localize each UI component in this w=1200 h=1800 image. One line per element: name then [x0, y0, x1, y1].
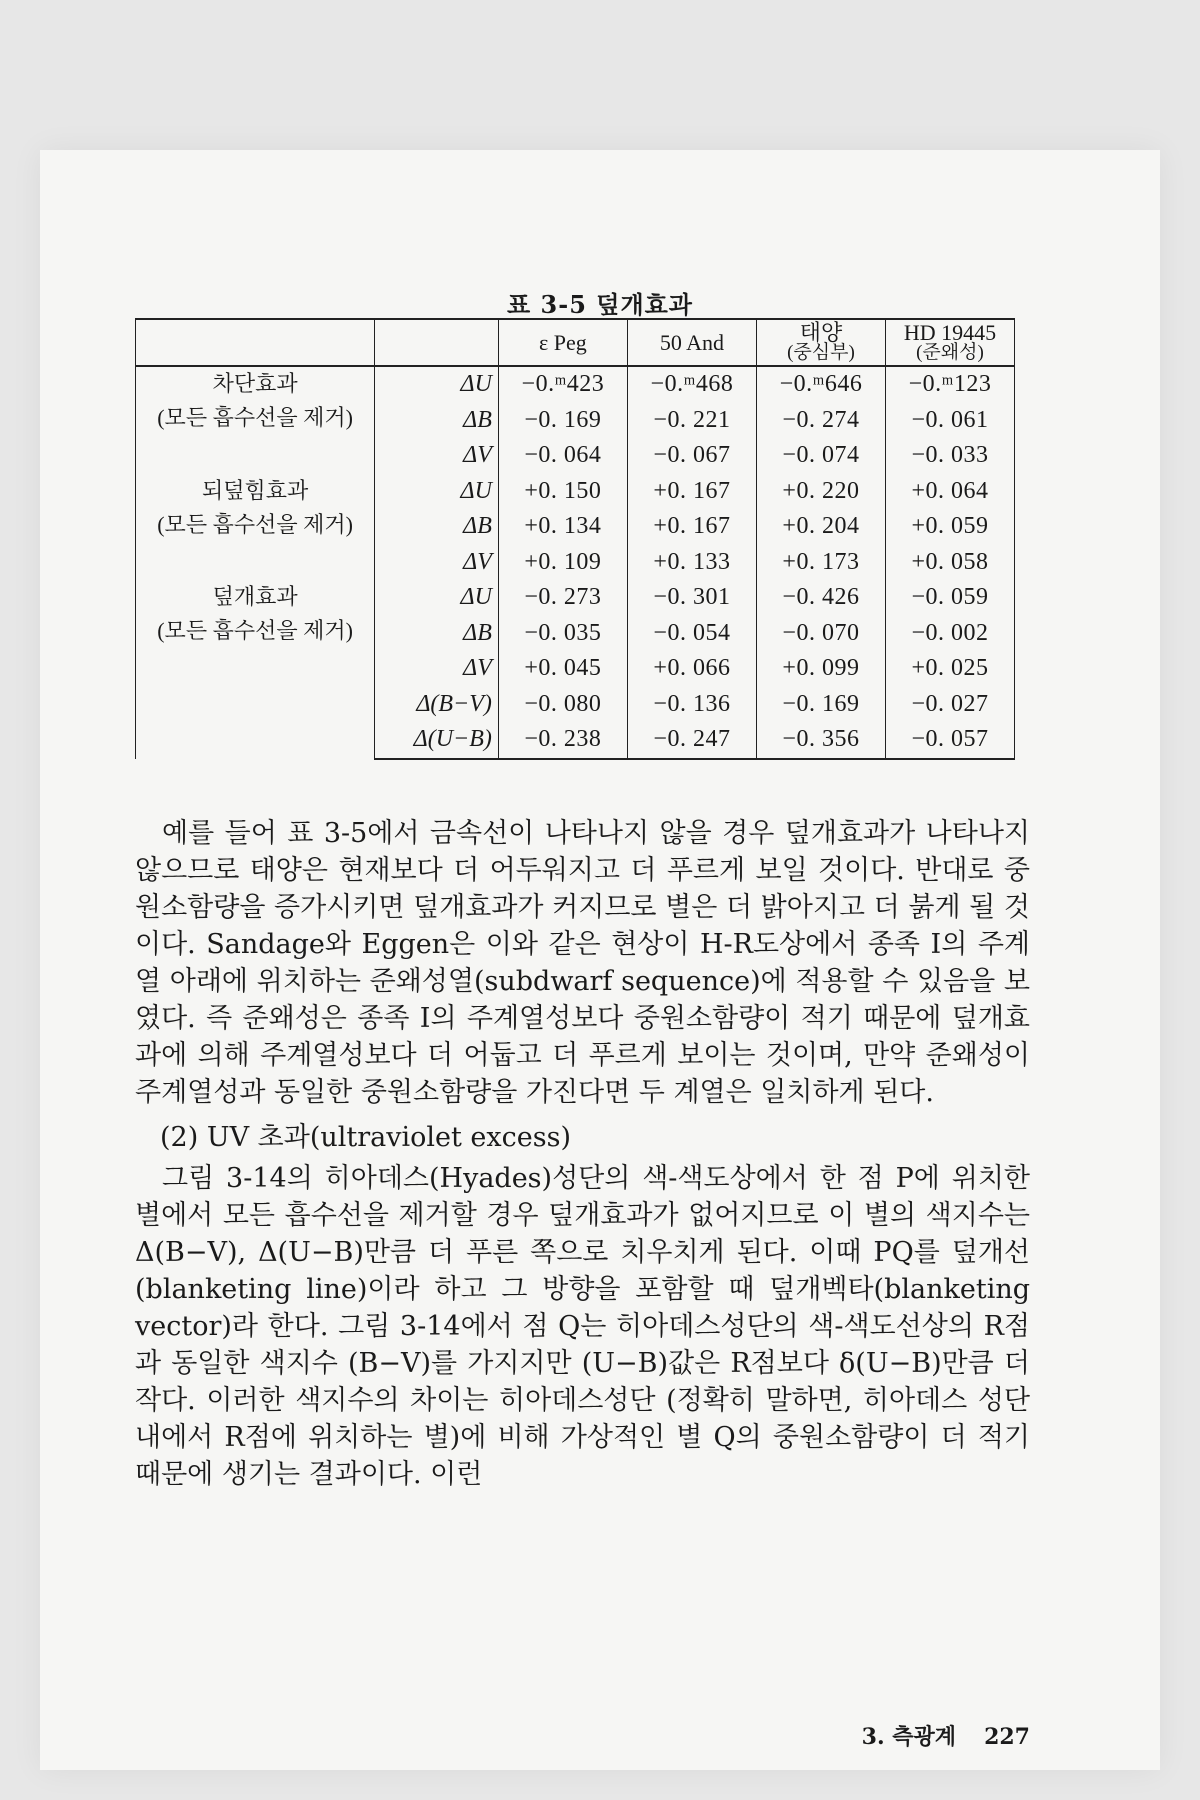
value-cell: −0.ᵐ646: [756, 366, 885, 403]
value-cell: −0. 070: [756, 616, 885, 652]
header-hd19445-name: HD 19445: [903, 319, 997, 345]
value-cell: +0. 220: [756, 474, 885, 510]
header-eps-peg: ε Peg: [498, 319, 627, 366]
band-label: ΔV: [375, 651, 499, 687]
group-note: (모든 흡수선을 제거): [157, 618, 353, 643]
value-cell: +0. 173: [756, 545, 885, 581]
section-heading: (2) UV 초과(ultraviolet excess): [160, 1122, 571, 1153]
value-cell: −0. 002: [885, 616, 1014, 652]
table-row: [136, 366, 1015, 403]
band-label: ΔB: [375, 509, 499, 545]
group-label: [136, 580, 375, 759]
group-name: 덮개효과: [212, 584, 298, 609]
band-label: ΔV: [375, 545, 499, 581]
paragraph-uv-excess: [135, 1160, 1030, 1493]
band-label: ΔB: [375, 616, 499, 652]
value-cell: +0. 167: [627, 509, 756, 545]
paragraph-1: 예를 들어 표 3-5에서 금속선이 나타나지 않을 경우 덮개효과가 나타나지 않으므로 태양은 현재보다 더 어두워지고 더 푸르게 보일 것이다. 반대로 중원소함량을 증가시키면 덮개효과가 커지므로 별은 더 밝아지고 더 붉게 될 것이다. Sandage와 Eggen은 이와 같은 현상이 H-R도상에서 종족 I의 주계열 아래에 위치하는 준왜성열(subdwarf sequence)에 적용할 수 있음을 보였다. 즉 준왜성은 종족 I의 주계열성보다 중원소함량이 적기 때문에 덮개효과에 의해 주계열성보다 더 어둡고 더 푸르게 보이는 것이며, 만약 준왜성이 주계열성과 동일한 중원소함량을 가진다면 두 계열은 일치하게 된다.: [135, 818, 1030, 1108]
value-cell: +0. 099: [756, 651, 885, 687]
band-label: Δ(U−B): [375, 722, 499, 759]
header-50-and: 50 And: [627, 319, 756, 366]
group-label: [136, 474, 375, 581]
group-note: (모든 흡수선을 제거): [157, 511, 353, 537]
table-caption: 표 3-5 덮개효과: [507, 290, 693, 319]
value-cell: +0. 025: [885, 651, 1014, 687]
blanketing-table: [135, 318, 1015, 760]
value-cell: +0. 045: [498, 651, 627, 687]
value-cell: −0. 356: [756, 722, 885, 759]
value-cell: +0. 064: [885, 474, 1014, 510]
band-label: ΔB: [375, 403, 499, 439]
band-label: ΔV: [375, 438, 499, 474]
value-cell: −0. 273: [498, 580, 627, 616]
table-row: [136, 474, 1015, 510]
value-cell: −0. 080: [498, 687, 627, 723]
chapter-label: 3. 측광계: [861, 1724, 957, 1750]
value-cell: −0. 426: [756, 580, 885, 616]
value-cell: +0. 150: [498, 474, 627, 510]
header-empty-group: [136, 319, 375, 366]
band-label: Δ(B−V): [375, 687, 499, 723]
value-cell: −0. 064: [498, 438, 627, 474]
header-sun-note: (중심부): [787, 341, 855, 363]
value-cell: +0. 134: [498, 509, 627, 545]
group-note: (모든 흡수선을 제거): [157, 405, 353, 430]
value-cell: +0. 167: [627, 474, 756, 510]
value-cell: +0. 066: [627, 651, 756, 687]
band-label: ΔU: [375, 474, 499, 510]
value-cell: −0. 221: [627, 403, 756, 439]
group-name: 차단효과: [212, 371, 298, 396]
value-cell: −0. 238: [498, 722, 627, 759]
value-cell: −0.ᵐ468: [627, 366, 756, 403]
header-sun: [756, 319, 885, 366]
header-hd19445: [885, 319, 1014, 366]
value-cell: −0. 169: [498, 403, 627, 439]
value-cell: +0. 109: [498, 545, 627, 581]
group-name: 되덮힘효과: [201, 477, 309, 503]
value-cell: −0.ᵐ123: [885, 366, 1014, 403]
page-footer: [834, 1720, 1030, 1751]
value-cell: −0.ᵐ423: [498, 366, 627, 403]
value-cell: −0. 247: [627, 722, 756, 759]
value-cell: +0. 059: [885, 509, 1014, 545]
band-label: ΔU: [375, 580, 499, 616]
value-cell: −0. 067: [627, 438, 756, 474]
value-cell: +0. 058: [885, 545, 1014, 581]
value-cell: −0. 054: [627, 616, 756, 652]
group-label: [136, 366, 375, 474]
paragraph-blanketing: [135, 815, 1030, 1111]
value-cell: −0. 061: [885, 403, 1014, 439]
paragraph-2: 그림 3-14의 히아데스(Hyades)성단의 색-색도상에서 한 점 P에 위치한 별에서 모든 흡수선을 제거할 경우 덮개효과가 없어지므로 이 별의 색지수는 Δ(B−V), Δ(U−B)만큼 더 푸른 쪽으로 치우치게 된다. 이때 PQ를 덮개선(blanketing line)이라 하고 그 방향을 포함할 때 덮개벡타(blanketing vector)라 한다. 그림 3-14에서 점 Q는 히아데스성단의 색-색도선상의 R점과 동일한 색지수 (B−V)를 가지지만 (U−B)값은 R점보다 δ(U−B)만큼 더 작다. 이러한 색지수의 차이는 히아데스성단 (정확히 말하면, 히아데스 성단내에서 R점에 위치하는 별)에 비해 가상적인 별 Q의 중원소함량이 더 적기 때문에 생기는 결과이다. 이런: [135, 1163, 1030, 1490]
value-cell: +0. 204: [756, 509, 885, 545]
band-label: ΔU: [375, 366, 499, 403]
value-cell: −0. 033: [885, 438, 1014, 474]
value-cell: −0. 035: [498, 616, 627, 652]
value-cell: −0. 057: [885, 722, 1014, 759]
table-header-row: [136, 319, 1015, 366]
value-cell: −0. 301: [627, 580, 756, 616]
value-cell: −0. 027: [885, 687, 1014, 723]
value-cell: −0. 074: [756, 438, 885, 474]
header-empty-band: [375, 319, 499, 366]
table-row: [136, 580, 1015, 616]
value-cell: +0. 133: [627, 545, 756, 581]
header-hd19445-note: (준왜성): [916, 341, 984, 363]
value-cell: −0. 059: [885, 580, 1014, 616]
header-sun-name: 태양: [799, 319, 843, 345]
value-cell: −0. 274: [756, 403, 885, 439]
value-cell: −0. 136: [627, 687, 756, 723]
value-cell: −0. 169: [756, 687, 885, 723]
page-number: 227: [984, 1724, 1030, 1750]
